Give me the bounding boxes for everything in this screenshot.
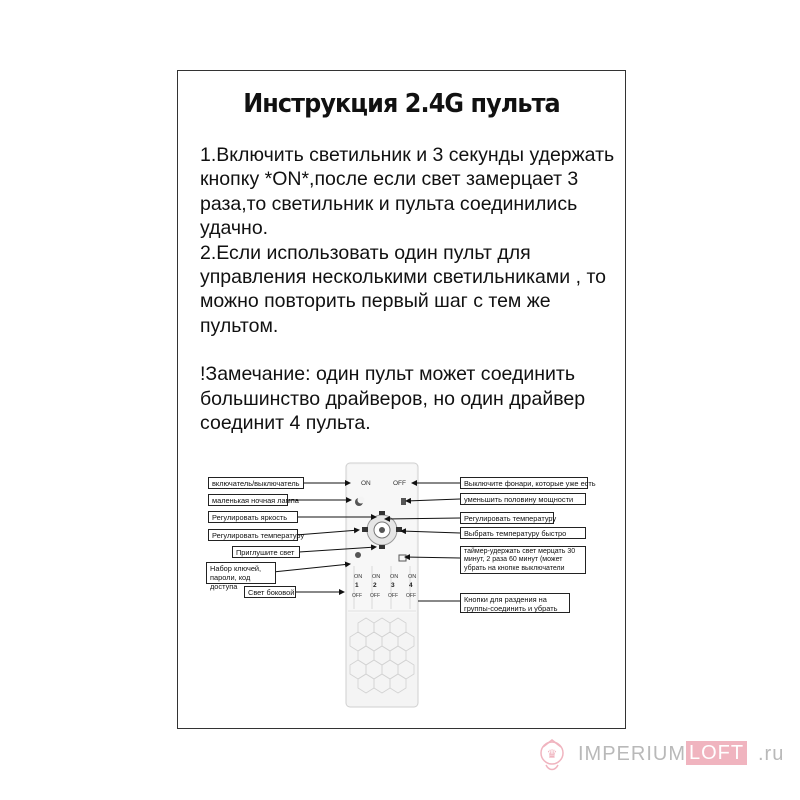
group-2-number: 2 bbox=[373, 582, 377, 589]
brand-name-imperium: IMPERIUM bbox=[578, 743, 686, 765]
brightness-up-icon bbox=[379, 511, 385, 515]
label-temperature-right: Регулировать температуру bbox=[460, 512, 554, 524]
label-quick-temp: Выбрать температуру быстро bbox=[460, 527, 586, 539]
step-1-text: 1.Включить светильник и 3 секунды удержать кнопку *ON*,после если свет замерцает 3 раза,то светильник и пульта соединились удачно. bbox=[200, 144, 615, 240]
label-on-off: включатель/выключатель bbox=[208, 477, 304, 489]
brand-name-loft: LOFT bbox=[686, 741, 747, 765]
dim-down-icon bbox=[379, 545, 385, 549]
group-3-on: ON bbox=[390, 574, 399, 580]
svg-text:♛: ♛ bbox=[546, 747, 558, 761]
instruction-sheet bbox=[177, 70, 626, 729]
label-dim: Приглушите свет bbox=[232, 546, 300, 558]
group-4-off: OFF bbox=[406, 593, 416, 599]
label-half-power: уменьшить половину мощности bbox=[460, 493, 586, 505]
half-power-icon bbox=[401, 498, 406, 505]
remote-diagram bbox=[178, 71, 627, 730]
group-1-on: ON bbox=[354, 574, 363, 580]
brand-watermark bbox=[528, 733, 788, 773]
label-off-lights: Выключите фонари, которые уже есть bbox=[460, 477, 588, 489]
group-4-on: ON bbox=[408, 574, 417, 580]
label-timer: таймер-удержать свет мерцать 30 минут, 2 раза 60 минут (может убрать на кнопке выключатели bbox=[460, 546, 586, 574]
group-4-number: 4 bbox=[409, 582, 413, 589]
brand-domain: .ru bbox=[758, 743, 785, 765]
group-1-off: OFF bbox=[352, 593, 362, 599]
off-button: OFF bbox=[393, 480, 406, 487]
group-3-off: OFF bbox=[388, 593, 398, 599]
page-title: Инструкция 2.4G пульта bbox=[243, 89, 560, 119]
group-2-off: OFF bbox=[370, 593, 380, 599]
group-3-number: 3 bbox=[391, 582, 395, 589]
label-temperature-left: Регулировать температуру bbox=[208, 529, 298, 541]
brand-logo-icon bbox=[530, 735, 574, 775]
group-1-number: 1 bbox=[355, 582, 359, 589]
brightness-left-icon bbox=[362, 527, 368, 532]
remote-illustration bbox=[178, 71, 627, 730]
on-button: ON bbox=[361, 480, 371, 487]
label-groups: Кнопки для раздения на группы-соединить и убрать bbox=[460, 593, 570, 613]
bulb-icon bbox=[355, 552, 361, 558]
note-text: !Замечание: один пульт может соединить большинство драйверов, но один драйвер соединит 4 пульта. bbox=[200, 363, 586, 435]
label-keys: Набор ключей, пароли, код доступа bbox=[206, 562, 276, 584]
label-night-lamp: маленькая ночная лампа bbox=[208, 494, 288, 506]
label-brightness: Регулировать яркость bbox=[208, 511, 298, 523]
step-2-text: 2.Если использовать один пульт для управления несколькими светильниками , то можно повторить первый шаг с тем же пультом. bbox=[200, 241, 607, 337]
group-2-on: ON bbox=[372, 574, 381, 580]
label-side-light: Свет боковой bbox=[244, 586, 296, 598]
